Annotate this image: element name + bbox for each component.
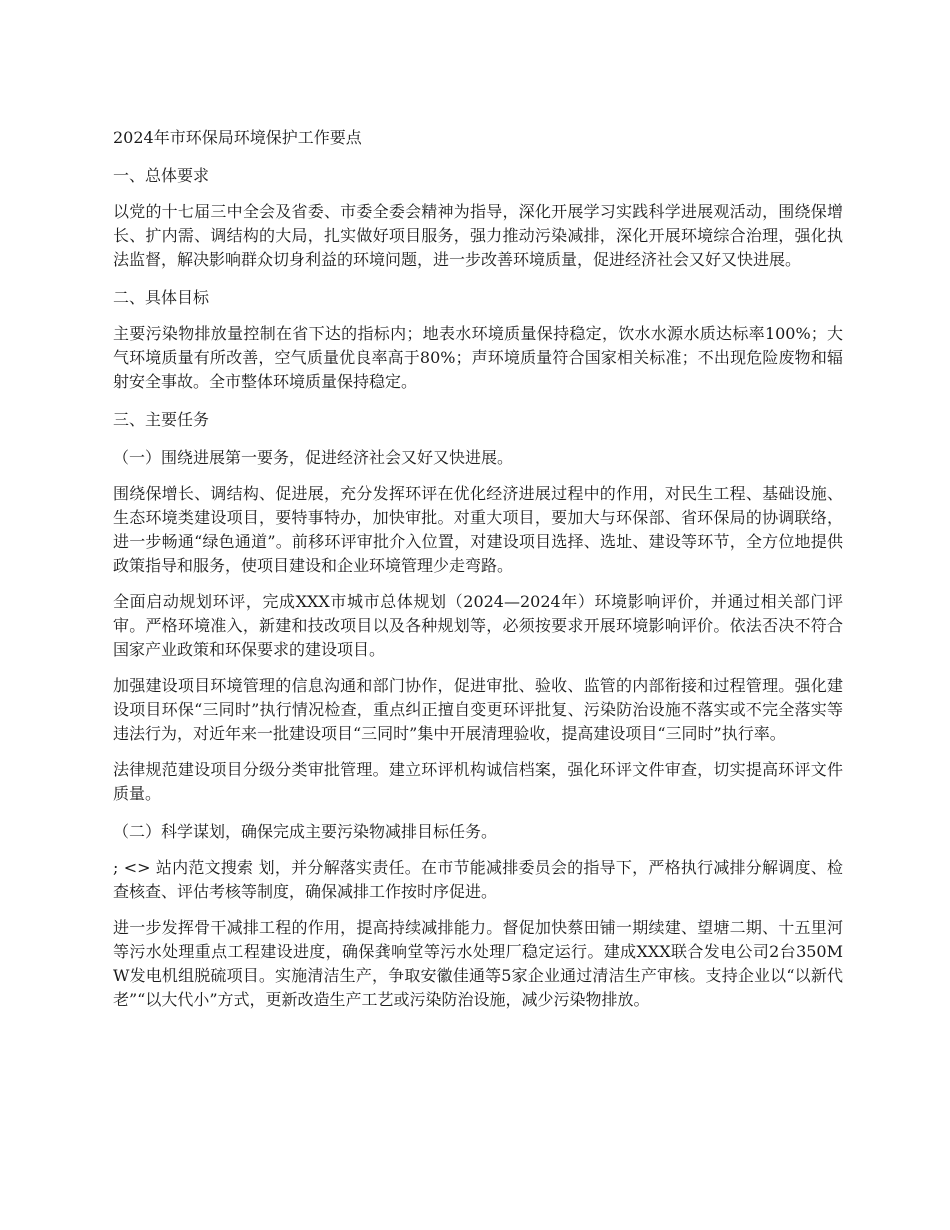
paragraph-task1-b: 全面启动规划环评，完成XXX市城市总体规划（2024—2024年）环境影响评价，并通过相关部门评审。严格环境准入，新建和技改项目以及各种规划等，必须按要求开展环境影响评价。依法否决不符合国家产业政策和环保要求的建设项目。 bbox=[113, 592, 843, 659]
section-heading-targets: 二、具体目标 bbox=[113, 288, 210, 307]
paragraph-task1-a: 围绕保增长、调结构、促进展，充分发挥环评在优化经济进展过程中的作用，对民生工程、基础设施、生态环境类建设项目，要特事特办，加快审批。对重大项目，要加大与环保部、省环保局的协调联络，进一步畅通“绿色通道”。前移环评审批介入位置，对建设项目选择、选址、建设等环节，全方位地提供政策指导和服务，使项目建设和企业环境管理少走弯路。 bbox=[113, 484, 843, 575]
section-heading-tasks: 三、主要任务 bbox=[113, 410, 210, 429]
paragraph-task2-b: 进一步发挥骨干减排工程的作用，提高持续减排能力。督促加快蔡田铺一期续建、望塘二期、十五里河等污水处理重点工程建设进度，确保龚响堂等污水处理厂稳定运行。建成XXX联合发电公司2台350MW发电机组脱硫项目。实施清洁生产，争取安徽佳通等5家企业通过清洁生产审核。支持企业以“以新代老”“以大代小”方式，更新改造生产工艺或污染防治设施，减少污染物排放。 bbox=[113, 918, 843, 1009]
subsection-heading-1: （一）围绕进展第一要务，促进经济社会又好又快进展。 bbox=[113, 448, 514, 467]
subsection-heading-2: （二）科学谋划，确保完成主要污染物减排目标任务。 bbox=[113, 822, 498, 841]
document-page bbox=[113, 124, 843, 1024]
document-title: 2024年市环保局环境保护工作要点 bbox=[113, 128, 362, 147]
paragraph-task2-a: ; <> 站内范文搜索 划，并分解落实责任。在市节能减排委员会的指导下，严格执行减排分解调度、检查核查、评估考核等制度，确保减排工作按时序促进。 bbox=[113, 858, 843, 901]
paragraph-targets: 主要污染物排放量控制在省下达的指标内；地表水环境质量保持稳定，饮水水源水质达标率100%；大气环境质量有所改善，空气质量优良率高于80%；声环境质量符合国家相关标准；不出现危险废物和辐射安全事故。全市整体环境质量保持稳定。 bbox=[113, 324, 843, 391]
section-heading-overall: 一、总体要求 bbox=[113, 166, 210, 185]
paragraph-overall: 以党的十七届三中全会及省委、市委全委会精神为指导，深化开展学习实践科学进展观活动，围绕保增长、扩内需、调结构的大局，扎实做好项目服务，强力推动污染减排，深化开展环境综合治理，强化执法监督，解决影响群众切身利益的环境问题，进一步改善环境质量，促进经济社会又好又快进展。 bbox=[113, 202, 843, 269]
paragraph-task1-c: 加强建设项目环境管理的信息沟通和部门协作，促进审批、验收、监管的内部衔接和过程管理。强化建设项目环保“三同时”执行情况检查，重点纠正擅自变更环评批复、污染防治设施不落实或不完全落实等违法行为，对近年来一批建设项目“三同时”集中开展清理验收，提高建设项目“三同时”执行率。 bbox=[113, 676, 843, 743]
document-body bbox=[113, 162, 843, 1012]
paragraph-task1-d: 法律规范建设项目分级分类审批管理。建立环评机构诚信档案，强化环评文件审查，切实提高环评文件质量。 bbox=[113, 760, 843, 803]
